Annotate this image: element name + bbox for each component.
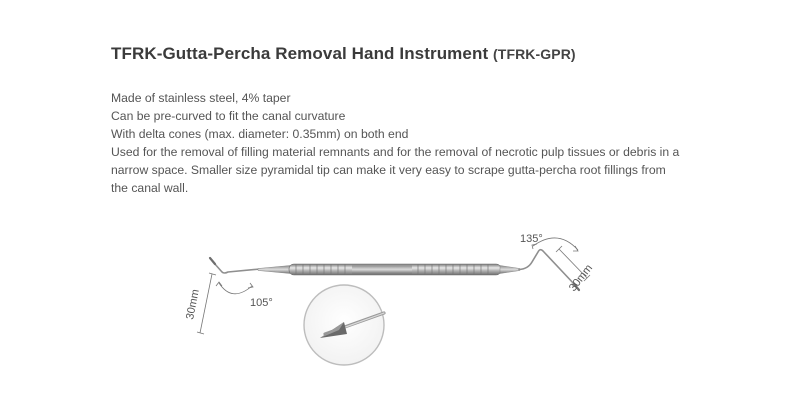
left-working-tip (210, 258, 260, 273)
right-length-label: 30mm (566, 262, 596, 294)
description-line-curvature: Can be pre-curved to fit the canal curvature (111, 109, 346, 123)
instrument-handle (289, 264, 501, 275)
right-shank (500, 266, 520, 274)
left-length-dimension (197, 273, 216, 334)
description-line-delta-cones: With delta cones (max. diameter: 0.35mm) on both end (111, 127, 409, 141)
description-paragraph-usage: Used for the removal of filling material remnants and for the removal of necrotic pulp tissues or debris in a narrow space. Smaller size pyramidal tip can make it very easy to scrape gutta-percha root fillings from the canal wall. (111, 145, 680, 195)
product-title-main: TFRK-Gutta-Percha Removal Hand Instrument (111, 44, 489, 63)
product-code: (TFRK-GPR) (493, 46, 576, 62)
left-length-label: 30mm (184, 288, 202, 321)
right-angle-label: 135° (520, 233, 543, 245)
left-angle-label: 105° (250, 297, 273, 309)
magnified-tip-detail (304, 285, 384, 365)
description-line-material: Made of stainless steel, 4% taper (111, 91, 291, 105)
left-shank (258, 266, 290, 274)
left-angle-indicator (216, 282, 253, 294)
